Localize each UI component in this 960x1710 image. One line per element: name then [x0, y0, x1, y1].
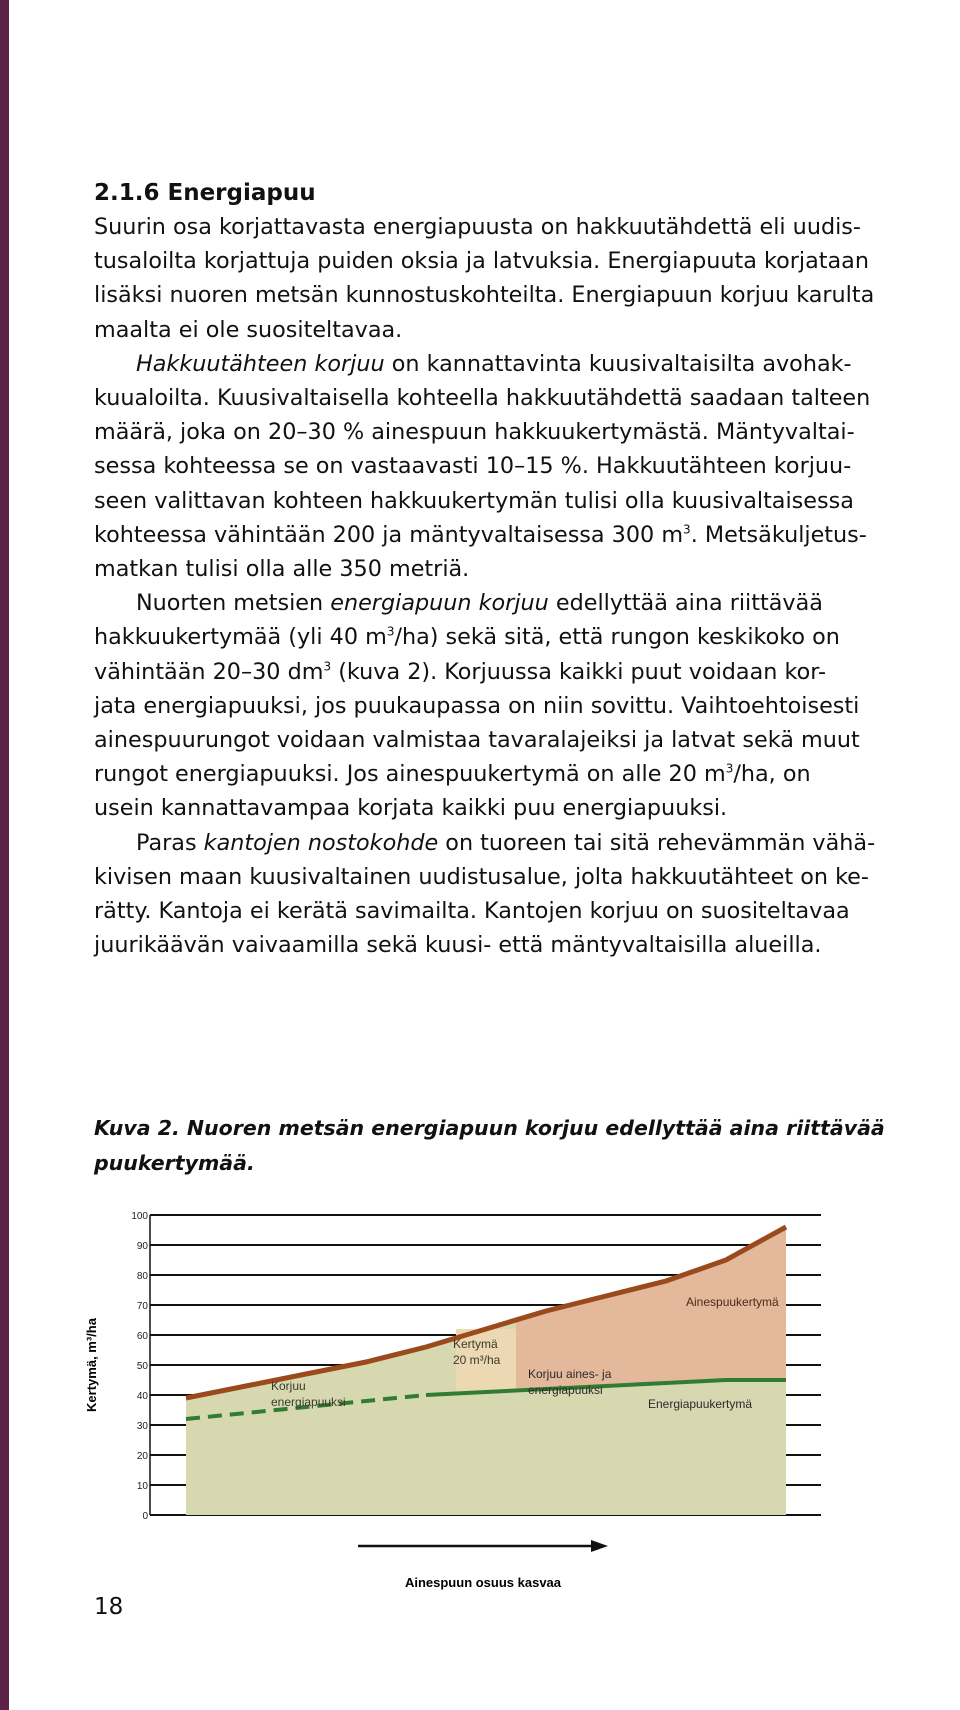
- chart-annotation: Korjuu: [271, 1379, 306, 1393]
- text-run: Paras: [136, 829, 204, 856]
- text-line: [94, 791, 944, 825]
- superscript: 3: [725, 761, 734, 776]
- chart-annotation: Energiapuukertymä: [648, 1397, 753, 1411]
- text-run: maalta ei ole suositeltavaa.: [94, 316, 403, 343]
- text-run: ainespuurungot voidaan valmistaa tavaralajeiksi ja latvat sekä muut: [94, 727, 860, 754]
- text-line: [94, 313, 944, 347]
- body-text: [94, 177, 944, 962]
- y-tick-label: 100: [131, 1211, 148, 1222]
- figure-chart: [86, 1195, 906, 1595]
- italic-term: energiapuun korjuu: [330, 590, 549, 617]
- page-edge-stripe: [0, 0, 9, 1710]
- y-tick-label: 60: [136, 1331, 148, 1342]
- text-run: /ha, on: [733, 761, 811, 788]
- text-line: [94, 278, 944, 312]
- chart-annotation: energiapuuksi: [528, 1383, 603, 1397]
- y-tick-label: 70: [136, 1301, 148, 1312]
- text-run: lisäksi nuoren metsän kunnostuskohteilta. Energiapuun korjuu karulta: [94, 282, 875, 309]
- text-line: [94, 484, 944, 518]
- text-run: Nuorten metsien: [136, 590, 331, 617]
- text-run: on tuoreen tai sitä rehevämmän vähä-: [438, 829, 876, 856]
- chart-annotation: Korjuu aines- ja: [528, 1367, 612, 1381]
- text-run: edellyttää aina riittävää: [548, 590, 823, 617]
- text-run: juurikäävän vaivaamilla sekä kuusi- että mäntyvaltaisilla alueilla.: [94, 932, 822, 959]
- superscript: 3: [386, 625, 395, 640]
- italic-term: Hakkuutähteen korjuu: [136, 350, 385, 377]
- text-run: kuualoilta. Kuusivaltaisella kohteella hakkuutähdettä saadaan talteen: [94, 385, 871, 412]
- y-tick-label: 30: [136, 1421, 148, 1432]
- text-run: . Metsäkuljetus-: [690, 521, 867, 548]
- text-run: määrä, joka on 20–30 % ainespuun hakkuukertymästä. Mäntyvaltai-: [94, 419, 855, 446]
- text-line: [94, 552, 944, 586]
- text-line: [94, 928, 944, 962]
- superscript: 3: [683, 522, 691, 537]
- text-run: Suurin osa korjattavasta energiapuusta on hakkuutähdettä eli uudis-: [94, 214, 861, 240]
- text-run: usein kannattavampaa korjata kaikki puu energiapuuksi.: [94, 795, 728, 822]
- text-line: [94, 860, 944, 894]
- text-line: [94, 689, 944, 723]
- text-run: hakkuukertymää (yli 40 m: [94, 624, 387, 651]
- text-line: [94, 757, 944, 791]
- superscript: 3: [323, 659, 332, 674]
- text-run: seen valittavan kohteen hakkuukertymän tulisi olla kuusivaltaisessa: [94, 487, 854, 514]
- text-run: on kannattavinta kuusivaltaisilta avohak-: [384, 350, 852, 377]
- chart-svg: [86, 1195, 906, 1595]
- text-line: [94, 826, 944, 860]
- text-run: jata energiapuuksi, jos puukaupassa on niin sovittu. Vaihtoehtoisesti: [94, 692, 860, 719]
- y-tick-label: 0: [142, 1511, 148, 1522]
- text-line: [94, 655, 944, 689]
- text-run: kivisen maan kuusivaltainen uudistusalue, jolta hakkuutähteet on ke-: [94, 863, 869, 890]
- chart-annotation: energiapuuksi: [271, 1395, 346, 1409]
- x-axis-label: Ainespuun osuus kasvaa: [404, 1575, 562, 1590]
- y-axis-label: Kertymä, m³/ha: [84, 1318, 99, 1412]
- text-line: [94, 415, 944, 449]
- text-line: [94, 894, 944, 928]
- figure-caption: [94, 1111, 944, 1181]
- chart-annotation: Ainespuukertymä: [686, 1295, 779, 1309]
- y-tick-label: 90: [136, 1241, 148, 1252]
- text-run: matkan tulisi olla alle 350 metriä.: [94, 556, 470, 583]
- text-line: [94, 210, 944, 244]
- text-run: kohteessa vähintään 200 ja mäntyvaltaisessa 300 m: [94, 521, 684, 548]
- caption-line-1: Kuva 2. Nuoren metsän energiapuun korjuu edellyttää aina riittävää: [94, 1116, 885, 1140]
- page-number: 18: [94, 1594, 124, 1620]
- text-line: [94, 586, 944, 620]
- text-line: [94, 723, 944, 757]
- text-run: sessa kohteessa se on vastaavasti 10–15 %. Hakkuutähteen korjuu-: [94, 453, 852, 480]
- section-body: [94, 210, 944, 962]
- x-axis-arrowhead: [591, 1540, 608, 1552]
- text-run: rungot energiapuuksi. Jos ainespuukertymä on alle 20 m: [94, 761, 726, 788]
- section-heading: 2.1.6 Energiapuu: [94, 180, 316, 206]
- y-tick-label: 20: [136, 1451, 148, 1462]
- text-line: [94, 620, 944, 654]
- text-line: [94, 381, 944, 415]
- text-run: (kuva 2). Korjuussa kaikki puut voidaan kor-: [331, 658, 827, 685]
- text-run: vähintään 20–30 dm: [94, 658, 324, 685]
- text-run: /ha) sekä sitä, että rungon keskikoko on: [394, 624, 840, 651]
- chart-annotation: 20 m³/ha: [453, 1353, 501, 1367]
- caption-line-2: puukertymää.: [94, 1151, 255, 1175]
- italic-term: kantojen nostokohde: [203, 829, 439, 856]
- text-run: rätty. Kantoja ei kerätä savimailta. Kantojen korjuu on suositeltavaa: [94, 898, 850, 925]
- y-tick-label: 80: [136, 1271, 148, 1282]
- text-line: [94, 347, 944, 381]
- y-tick-label: 50: [136, 1361, 148, 1372]
- text-line: [94, 449, 944, 483]
- y-tick-label: 40: [136, 1391, 148, 1402]
- text-line: [94, 518, 944, 552]
- y-tick-label: 10: [136, 1481, 148, 1492]
- text-line: [94, 244, 944, 278]
- chart-annotation: Kertymä: [453, 1337, 498, 1351]
- text-run: tusaloilta korjattuja puiden oksia ja latvuksia. Energiapuuta korjataan: [94, 248, 869, 275]
